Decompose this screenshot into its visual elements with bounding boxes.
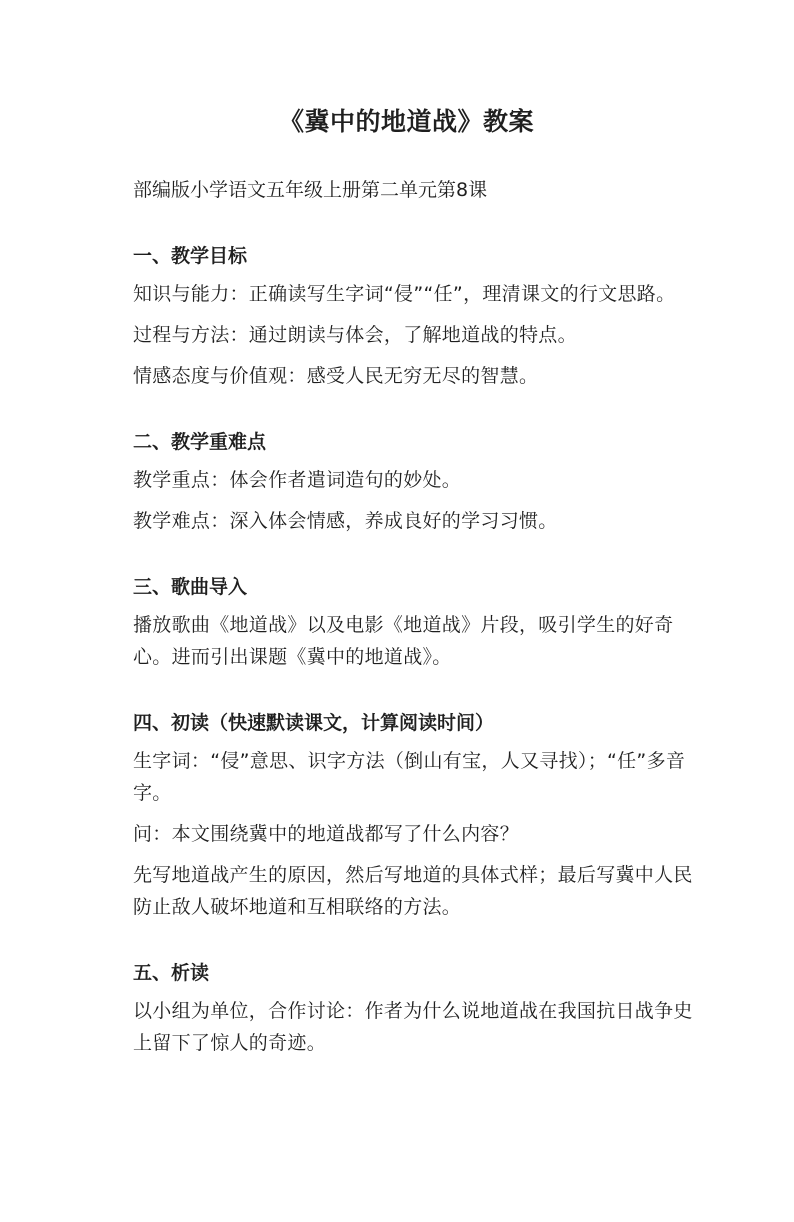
section-first-reading bbox=[133, 707, 696, 923]
paragraph: 知识与能力：正确读写生字词“侵”“任”，理清课文的行文思路。 bbox=[133, 283, 676, 305]
paragraph: 教学难点：深入体会情感，养成良好的学习习惯。 bbox=[133, 510, 558, 532]
section-heading: 一、教学目标 bbox=[133, 245, 248, 267]
paragraph: 生字词：“侵”意思、识字方法（倒山有宝，人又寻找）；“任”多音字。 bbox=[133, 750, 686, 804]
section-key-points bbox=[133, 426, 696, 537]
paragraph: 先写地道战产生的原因，然后写地道的具体式样；最后写冀中人民防止敌人破坏地道和互相联络的方法。 bbox=[133, 864, 693, 918]
paragraph: 情感态度与价值观：感受人民无穷无尽的智慧。 bbox=[133, 365, 539, 387]
section-teaching-goals bbox=[133, 240, 696, 392]
paragraph: 教学重点：体会作者遣词造句的妙处。 bbox=[133, 469, 462, 491]
document-subtitle: 部编版小学语文五年级上册第二单元第8课 bbox=[133, 179, 488, 201]
section-analysis-reading bbox=[133, 957, 696, 1059]
section-heading: 三、歌曲导入 bbox=[133, 576, 248, 598]
section-heading: 五、析读 bbox=[133, 962, 210, 984]
paragraph: 播放歌曲《地道战》以及电影《地道战》片段，吸引学生的好奇心。进而引出课题《冀中的地道战》。 bbox=[133, 614, 674, 668]
paragraph: 以小组为单位，合作讨论：作者为什么说地道战在我国抗日战争史上留下了惊人的奇迹。 bbox=[133, 1000, 693, 1054]
document-title: 《冀中的地道战》教案 bbox=[278, 107, 534, 136]
paragraph: 过程与方法：通过朗读与体会，了解地道战的特点。 bbox=[133, 324, 577, 346]
document-page bbox=[0, 100, 794, 1222]
section-heading: 四、初读（快速默读课文，计算阅读时间） bbox=[133, 712, 495, 734]
section-heading: 二、教学重难点 bbox=[133, 431, 267, 453]
paragraph: 问：本文围绕冀中的地道战都写了什么内容？ bbox=[133, 823, 520, 845]
section-song-intro bbox=[133, 571, 696, 673]
